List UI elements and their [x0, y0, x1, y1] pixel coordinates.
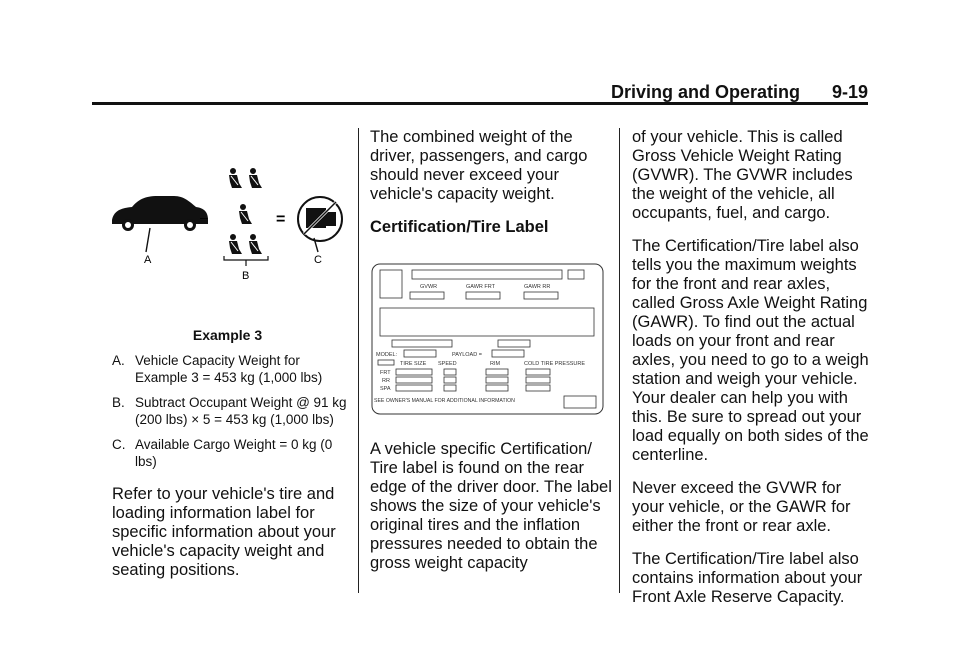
header-rule — [92, 102, 868, 105]
paragraph-gvwr: of your vehicle. This is called Gross Vehicle Weight Rating (GVWR). The GVWR includes the weight of the vehicle, all occupants, fuel, and cargo. — [632, 128, 853, 222]
owners-manual-note: SEE OWNER'S MANUAL FOR ADDITIONAL INFORMATION — [374, 398, 515, 404]
paragraph-label-location: A vehicle specific Certification/ Tire label is found on the rear edge of the driver door. The label shows the size of your vehicle's original tires and the inflation pressures needed to obtain the gross weight capacity — [370, 440, 612, 572]
paragraph-never-exceed: Never exceed the GVWR for your vehicle, or the GAWR for either the front or rear axle. — [632, 479, 851, 535]
column-3 — [632, 128, 872, 621]
page-header — [0, 0, 960, 110]
label-c: C — [314, 254, 322, 266]
label-a: A — [144, 254, 152, 266]
equals-sign: = — [276, 211, 286, 228]
payload-label: PAYLOAD = — [452, 352, 482, 358]
certification-tire-label-illustration — [370, 262, 605, 417]
list-item — [112, 436, 352, 470]
vehicle-icon — [112, 196, 208, 252]
tire-table-cells — [396, 369, 550, 391]
gawr-rr-label: GAWR RR — [524, 284, 551, 290]
list-item — [112, 352, 352, 386]
rr-label: RR — [382, 378, 390, 384]
gawr-frt-label: GAWR FRT — [466, 284, 496, 290]
subheading-certification: Certification/Tire Label — [370, 218, 549, 236]
no-cargo-icon — [298, 197, 342, 252]
tire-size-label: TIRE SIZE — [400, 361, 427, 367]
speed-label: SPEED — [438, 361, 457, 367]
paragraph-capacity-info: Refer to your vehicle's tire and loading information label for specific information about your vehicle's capacity weight and seating positions. — [112, 485, 336, 579]
occupant-icons — [229, 168, 262, 254]
frt-label: FRT — [380, 370, 391, 376]
calculation-list — [112, 352, 352, 478]
paragraph-front-axle-reserve: The Certification/Tire label also contains information about your Front Axle Reserve Capacity. — [632, 550, 863, 606]
figure-caption: Example 3 — [192, 327, 263, 343]
list-text: Available Cargo Weight = 0 kg (0 lbs) — [135, 437, 333, 469]
paragraph-combined-weight: The combined weight of the driver, passengers, and cargo should never exceed your vehicle's capacity weight. — [370, 128, 588, 203]
list-letter: B. — [112, 395, 125, 410]
list-text: Subtract Occupant Weight @ 91 kg (200 lbs) × 5 = 453 kg (1,000 lbs) — [135, 395, 347, 427]
label-b: B — [242, 270, 250, 282]
paragraph-gawr: The Certification/Tire label also tells you the maximum weights for the front and rear axles, called Gross Axle Weight Rating (GAWR). To find out the actual loads on your front and rear axles, you need to go to a weigh station and weigh your vehicle. Your dealer can help you with this. Be sure to spread out your load equally on both sides of the centerline. — [632, 237, 869, 464]
cold-tire-pressure-label: COLD TIRE PRESSURE — [524, 361, 586, 367]
rim-label: RIM — [490, 361, 501, 367]
page-number: 9-19 — [831, 82, 868, 102]
spa-label: SPA — [380, 386, 391, 392]
section-title: Driving and Operating — [610, 82, 800, 102]
capacity-weight-illustration — [108, 162, 358, 282]
list-text: Vehicle Capacity Weight for Example 3 = 453 kg (1,000 lbs) — [135, 353, 323, 385]
column-divider-2 — [619, 128, 620, 593]
list-item — [112, 394, 352, 428]
minus-sign: – — [200, 209, 208, 225]
column-2 — [370, 128, 615, 247]
column-divider-1 — [358, 128, 359, 593]
list-letter: A. — [112, 353, 125, 368]
gvwr-label: GVWR — [420, 284, 438, 290]
list-letter: C. — [112, 437, 126, 452]
model-label: MODEL: — [376, 352, 398, 358]
